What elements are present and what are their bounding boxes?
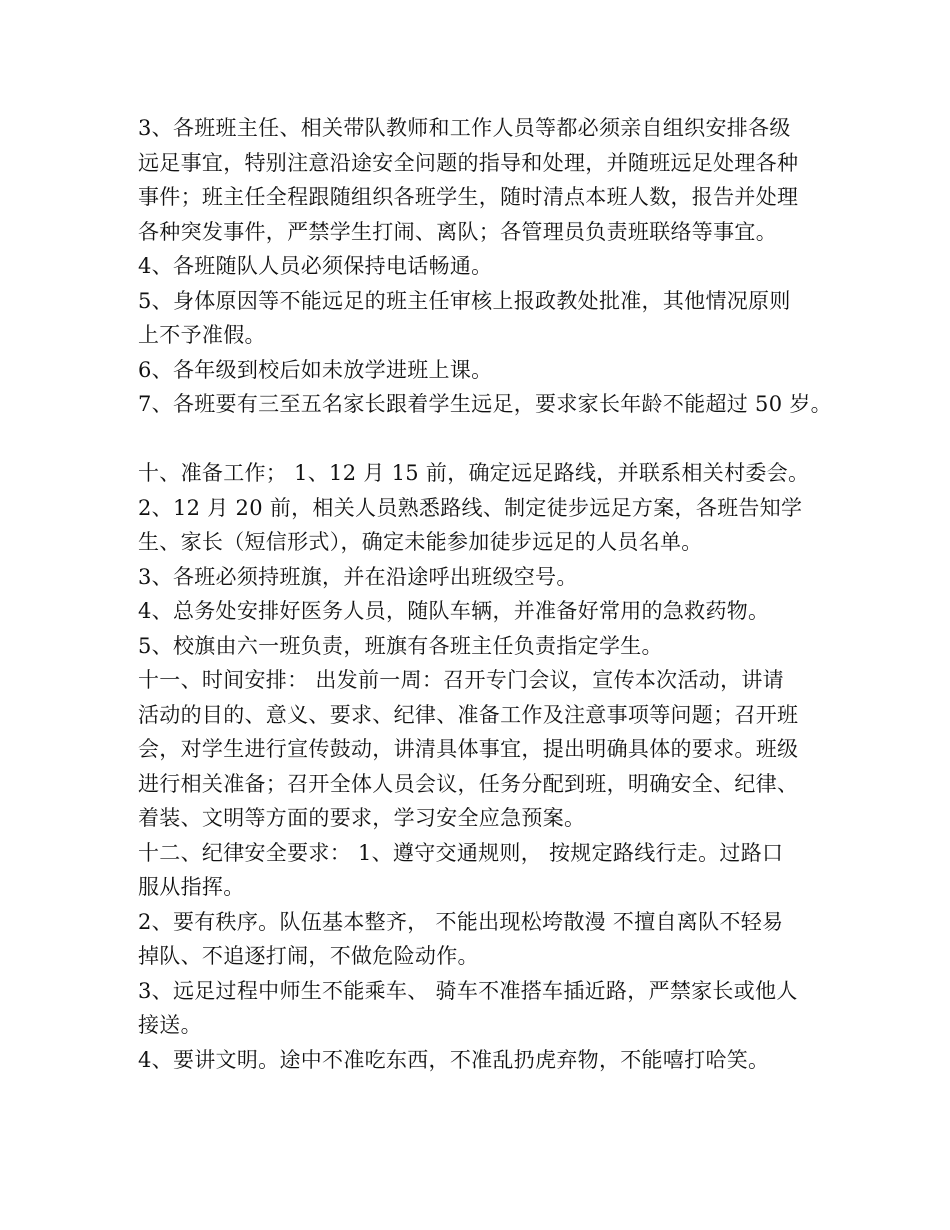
paragraph-line: 5、校旗由六一班负责，班旗有各班主任负责指定学生。	[138, 633, 663, 658]
paragraph-line: 活动的目的、意义、要求、纪律、准备工作及注意事项等问题；召开班	[138, 702, 799, 727]
paragraph-line: 2、12 月 20 前，相关人员熟悉路线、制定徒步远足方案，各班告知学	[138, 495, 803, 520]
paragraph-line: 事件；班主任全程跟随组织各班学生，随时清点本班人数，报告并处理	[138, 185, 799, 209]
paragraph-line: 6、各年级到校后如未放学进班上课。	[138, 357, 493, 382]
paragraph-line: 5、身体原因等不能远足的班主任审核上报政教处批准，其他情况原则	[138, 288, 791, 313]
paragraph-line: 7、各班要有三至五名家长跟着学生远足，要求家长年龄不能超过 50 岁。	[138, 392, 832, 416]
paragraph-line: 上不予准假。	[138, 323, 266, 347]
paragraph-line: 服从指挥。	[138, 875, 245, 899]
paragraph-line: 3、各班必须持班旗，并在沿途呼出班级空号。	[138, 564, 578, 589]
paragraph-line: 掉队、不追逐打闹，不做危险动作。	[138, 944, 479, 968]
document-body	[138, 111, 832, 1077]
paragraph-line: 4、总务处安排好医务人员，随队车辆，并准备好常用的急救药物。	[138, 599, 770, 623]
paragraph-line: 3、远足过程中师生不能乘车、 骑车不准搭车插近路，严禁家长或他人	[138, 978, 798, 1003]
section-heading-line: 十、准备工作； 1、12 月 15 前，确定远足路线，并联系相关村委会。	[138, 461, 810, 485]
paragraph-line: 4、各班随队人员必须保持电话畅通。	[138, 254, 493, 278]
paragraph-line: 3、各班班主任、相关带队教师和工作人员等都必须亲自组织安排各级	[138, 116, 791, 140]
paragraph-line: 会，对学生进行宣传鼓动，讲清具体事宜，提出明确具体的要求。班级	[138, 737, 799, 761]
paragraph-line: 2、要有秩序。队伍基本整齐， 不能出现松垮散漫 不擅自离队不轻易	[138, 909, 784, 934]
paragraph-line: 接送。	[138, 1013, 202, 1037]
section-heading-line: 十二、纪律安全要求： 1、遵守交通规则， 按规定路线行走。过路口	[138, 840, 784, 865]
paragraph-line: 生、家长（短信形式），确定未能参加徒步远足的人员名单。	[138, 530, 703, 554]
paragraph-line: 各种突发事件，严禁学生打闹、离队；各管理员负责班联络等事宜。	[138, 219, 777, 244]
paragraph-line: 进行相关准备；召开全体人员会议，任务分配到班，明确安全、纪律、	[138, 771, 799, 796]
paragraph-line: 着装、文明等方面的要求，学习安全应急预案。	[138, 806, 586, 830]
paragraph-spacer	[138, 422, 828, 457]
section-heading-line: 十一、时间安排： 出发前一周：召开专门会议，宣传本次活动，讲请	[138, 668, 784, 692]
paragraph-line: 4、要讲文明。途中不准吃东西，不准乱扔虎弃物，不能嘻打哈笑。	[138, 1047, 770, 1072]
paragraph-line: 远足事宜，特别注意沿途安全问题的指导和处理，并随班远足处理各种	[138, 150, 799, 175]
